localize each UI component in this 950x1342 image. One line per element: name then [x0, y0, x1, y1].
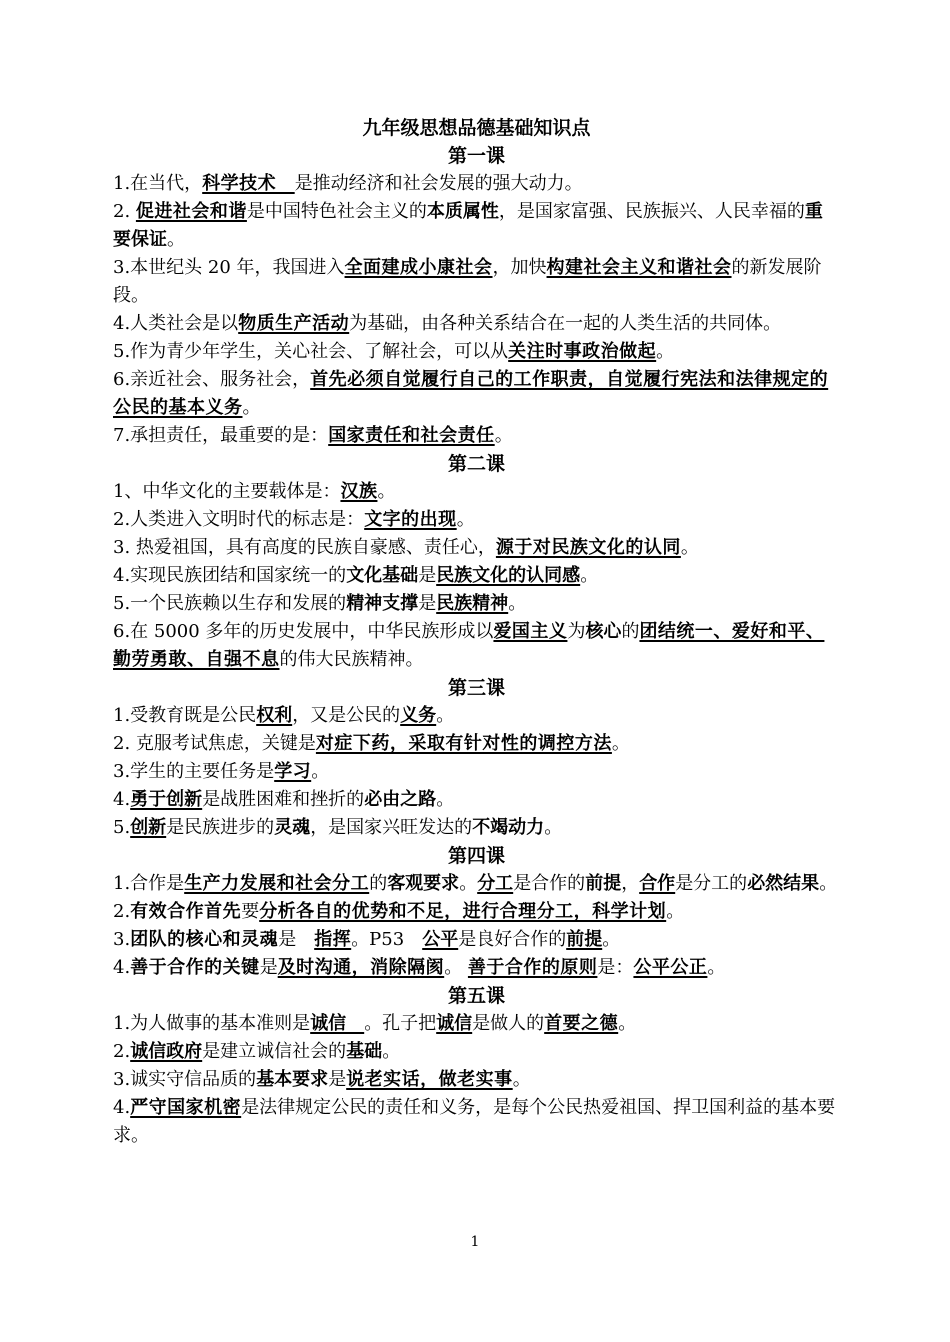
knowledge-point — [113, 198, 840, 254]
text-run: 。 — [242, 397, 261, 418]
key-term: 诚信政府 — [130, 1041, 203, 1062]
key-term: 首先必须自觉履行自己的工作职责，自觉履行宪法和法律规定的公民的基本义务 — [113, 369, 829, 418]
key-term: 分工 — [477, 873, 514, 894]
lesson-section — [113, 842, 840, 982]
text-run: 是 — [259, 957, 278, 978]
text-run: 。 — [436, 789, 455, 810]
key-term: 前提 — [585, 873, 622, 894]
text-run: 是推动经济和社会发展的强大动力。 — [294, 173, 583, 194]
key-term: 创新 — [130, 817, 167, 838]
key-term: 首要之德 — [544, 1013, 619, 1034]
key-term: 全面建成小康社会 — [344, 257, 493, 278]
knowledge-point — [113, 758, 840, 786]
key-term: 团队的核心和灵魂 — [130, 929, 279, 950]
knowledge-point — [113, 870, 840, 898]
text-run: 3.本世纪头 20 年，我国进入 — [113, 257, 345, 278]
key-term: 合作 — [639, 873, 676, 894]
knowledge-point — [113, 926, 840, 954]
text-run: 。 — [618, 1013, 637, 1034]
key-term: 学习 — [274, 761, 312, 782]
key-term: 关注时事政治做起 — [508, 341, 657, 362]
text-run: 。 — [311, 761, 330, 782]
key-term: 基础 — [346, 1041, 383, 1062]
key-term: 勇于创新 — [130, 789, 203, 810]
text-run: 。 — [680, 537, 699, 558]
text-run: 。 — [459, 873, 478, 894]
key-term: 对症下药，采取有针对性的调控方法 — [315, 733, 612, 754]
text-run: 是： — [597, 957, 634, 978]
text-run: 。 — [382, 1041, 401, 1062]
key-term: 爱国主义 — [493, 621, 568, 642]
key-term: 文字的出现 — [364, 509, 457, 530]
text-run: 2. — [113, 1041, 131, 1062]
text-run: 是 — [278, 929, 315, 950]
text-run: 4. — [113, 789, 131, 810]
knowledge-point — [113, 618, 840, 674]
key-term: 精神支撑 — [346, 593, 419, 614]
text-run: 5. — [113, 817, 131, 838]
key-term: 诚信 — [436, 1013, 473, 1034]
knowledge-point — [113, 338, 840, 366]
text-run: 的 — [369, 873, 388, 894]
text-run: 的伟大民族精神。 — [279, 649, 424, 670]
key-term: 分析各自的优势和不足，进行合理分工，科学计划 — [259, 901, 667, 922]
key-term: 客观要求 — [387, 873, 460, 894]
lesson-section — [113, 674, 840, 842]
knowledge-point — [113, 310, 840, 338]
key-term: 促进社会和谐 — [135, 201, 247, 222]
knowledge-point — [113, 702, 840, 730]
lesson-sections — [113, 142, 840, 1150]
knowledge-point — [113, 1010, 840, 1038]
lesson-section — [113, 450, 840, 674]
text-run: 。 — [444, 957, 468, 978]
key-term: 诚信 — [310, 1013, 365, 1034]
text-run: 7.承担责任，最重要的是： — [113, 425, 329, 446]
lesson-section — [113, 982, 840, 1150]
text-run: 4. — [113, 1097, 131, 1118]
text-run: 1、中华文化的主要载体是： — [113, 481, 341, 502]
key-term: 有效合作首先 — [130, 901, 242, 922]
lesson-heading: 第三课 — [447, 677, 505, 699]
knowledge-point — [113, 506, 840, 534]
text-run: 5.一个民族赖以生存和发展的 — [113, 593, 347, 614]
text-run: 4. — [113, 957, 131, 978]
lesson-section — [113, 142, 840, 450]
knowledge-point — [113, 898, 840, 926]
key-term: 国家责任和社会责任 — [328, 425, 495, 446]
lesson-heading: 第二课 — [447, 453, 505, 475]
key-term: 汉族 — [340, 481, 378, 502]
text-run: 是良好合作的 — [458, 929, 567, 950]
key-term: 不竭动力 — [472, 817, 545, 838]
text-run: 。 — [819, 873, 838, 894]
knowledge-point — [113, 422, 840, 450]
knowledge-point — [113, 1094, 840, 1150]
text-run: ，是国家富强、民族振兴、人民幸福的 — [498, 201, 805, 222]
text-run: ，加快 — [492, 257, 547, 278]
page-number: 1 — [470, 1234, 480, 1250]
key-term: 前提 — [566, 929, 603, 950]
key-term: 源于对民族文化的认同 — [495, 537, 681, 558]
key-term: 公平公正 — [633, 957, 708, 978]
text-run: 是中国特色社会主义的 — [246, 201, 427, 222]
text-run: 3. 热爱祖国，具有高度的民族自豪感、责任心， — [113, 537, 496, 558]
document-body — [113, 114, 840, 1150]
text-run: 是战胜困难和挫折的 — [202, 789, 365, 810]
text-run: 。 — [707, 957, 726, 978]
knowledge-point — [113, 254, 840, 310]
text-run: 。 — [544, 817, 563, 838]
text-run: ， — [621, 873, 640, 894]
key-term: 权利 — [256, 705, 293, 726]
text-run: 。 — [167, 229, 185, 250]
lesson-heading: 第五课 — [447, 985, 505, 1007]
text-run: 3. — [113, 929, 131, 950]
text-run: 为基础，由各种关系结合在一起的人类生活的共同体。 — [349, 313, 782, 334]
knowledge-point — [113, 366, 840, 422]
text-run: 。 — [580, 565, 599, 586]
key-term: 善于合作的原则 — [467, 957, 598, 978]
key-term: 基本要求 — [256, 1069, 329, 1090]
text-run: 1.受教育既是公民 — [113, 705, 257, 726]
key-term: 物质生产活动 — [238, 313, 350, 334]
text-run: 2.人类进入文明时代的标志是： — [113, 509, 365, 530]
text-run: 。孔子把 — [364, 1013, 437, 1034]
knowledge-point — [113, 534, 840, 562]
key-term: 构建社会主义和谐社会 — [546, 257, 732, 278]
text-run: 1.在当代， — [113, 173, 203, 194]
key-term: 团结统一、爱好和平、勤劳勇敢、自强不息 — [113, 621, 825, 670]
knowledge-point — [113, 786, 840, 814]
text-run: 要 — [241, 901, 260, 922]
text-run: 为 — [567, 621, 586, 642]
key-term: 严守国家机密 — [130, 1097, 242, 1118]
text-run: 1.合作是 — [113, 873, 185, 894]
key-term: 生产力发展和社会分工 — [184, 873, 370, 894]
knowledge-point — [113, 1038, 840, 1066]
text-run: 。 — [656, 341, 675, 362]
text-run: 的新发展阶段。 — [113, 257, 822, 306]
text-run: 是 — [418, 593, 437, 614]
text-run: 2. — [113, 201, 136, 222]
text-run: 是民族进步的 — [166, 817, 275, 838]
key-term: 民族文化的认同感 — [436, 565, 581, 586]
key-term: 灵魂 — [274, 817, 311, 838]
key-term: 必由之路 — [364, 789, 437, 810]
key-term: 公平 — [422, 929, 459, 950]
text-run: 是建立诚信社会的 — [202, 1041, 347, 1062]
text-run: 2. 克服考试焦虑，关键是 — [113, 733, 316, 754]
text-run: ，是国家兴旺发达的 — [310, 817, 473, 838]
key-term: 及时沟通，消除隔阂 — [277, 957, 445, 978]
knowledge-point — [113, 562, 840, 590]
knowledge-point — [113, 590, 840, 618]
text-run: 。 — [436, 705, 455, 726]
text-run: 。 — [666, 901, 685, 922]
knowledge-point — [113, 170, 840, 198]
text-run: 。 — [602, 929, 621, 950]
text-run: 是 — [418, 565, 437, 586]
key-term: 本质属性 — [426, 201, 499, 222]
knowledge-point — [113, 814, 840, 842]
key-term: 善于合作的关键 — [130, 957, 260, 978]
key-term: 义务 — [400, 705, 437, 726]
text-run: 2. — [113, 901, 131, 922]
text-run: 3.诚实守信品质的 — [113, 1069, 257, 1090]
text-run: 3.学生的主要任务是 — [113, 761, 275, 782]
key-term: 指挥 — [314, 929, 352, 950]
key-term: 必然结果 — [747, 873, 820, 894]
text-run: 是法律规定公民的责任和义务，是每个公民热爱祖国、捍卫国利益的基本要求。 — [113, 1097, 836, 1146]
knowledge-point — [113, 954, 840, 982]
text-run: 。P53 — [351, 929, 423, 950]
text-run: 。 — [456, 509, 475, 530]
knowledge-point — [113, 478, 840, 506]
text-run: 4.实现民族团结和国家统一的 — [113, 565, 347, 586]
key-term: 科学技术 — [202, 173, 295, 194]
text-run: 是分工的 — [675, 873, 748, 894]
text-run: 。 — [508, 593, 527, 614]
key-term: 重要保证 — [113, 201, 823, 250]
text-run: 。 — [611, 733, 630, 754]
text-run: 。 — [512, 1069, 531, 1090]
text-run: 4.人类社会是以 — [113, 313, 239, 334]
text-run: 是合作的 — [513, 873, 586, 894]
text-run: 6.在 5000 多年的历史发展中，中华民族形成以 — [113, 621, 494, 642]
knowledge-point — [113, 730, 840, 758]
key-term: 说老实话，做老实事 — [346, 1069, 513, 1090]
text-run: 是做人的 — [472, 1013, 545, 1034]
lesson-heading: 第一课 — [447, 145, 505, 167]
text-run: 的 — [621, 621, 640, 642]
text-run: 6.亲近社会、服务社会， — [113, 369, 311, 390]
text-run: 。 — [377, 481, 396, 502]
text-run: 5.作为青少年学生，关心社会、了解社会，可以从 — [113, 341, 509, 362]
text-run: 。 — [494, 425, 513, 446]
text-run: 1.为人做事的基本准则是 — [113, 1013, 311, 1034]
text-run: ，又是公民的 — [292, 705, 401, 726]
lesson-heading: 第四课 — [447, 845, 505, 867]
document-title: 九年级思想品德基础知识点 — [362, 117, 591, 139]
key-term: 民族精神 — [436, 593, 509, 614]
knowledge-point — [113, 1066, 840, 1094]
key-term: 文化基础 — [346, 565, 419, 586]
key-term: 核心 — [585, 621, 622, 642]
text-run: 是 — [328, 1069, 347, 1090]
